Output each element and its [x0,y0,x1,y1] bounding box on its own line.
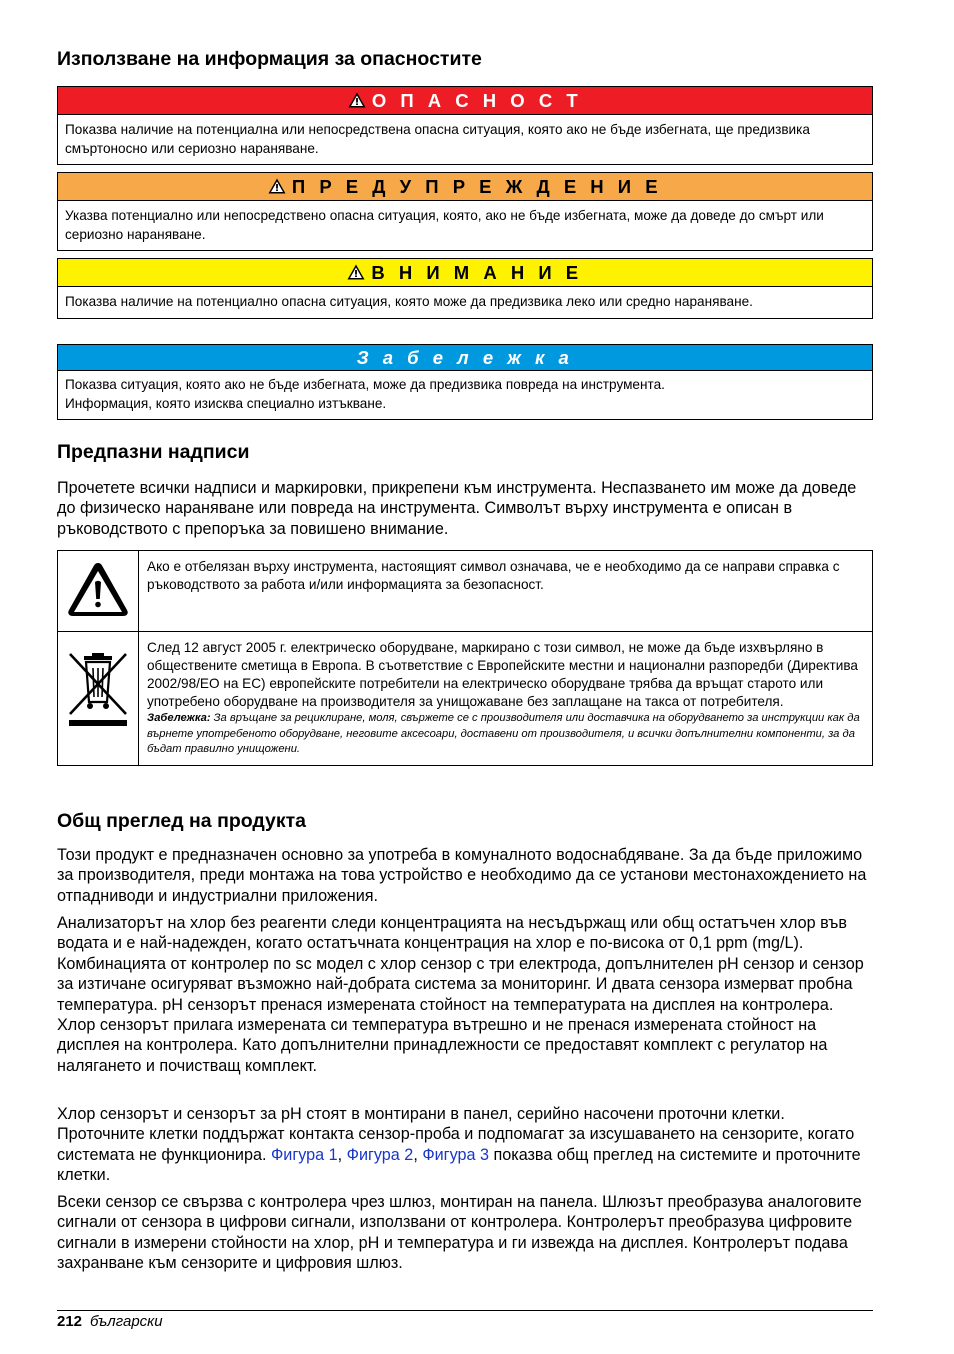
figure-1-link[interactable]: Фигура 1 [270,1145,338,1164]
table-row [58,551,873,632]
warning-box [57,172,873,251]
warning-triangle-icon [67,561,129,617]
notice-header [58,345,872,371]
danger-text: Показва наличие на потенциална или непосредствена опасна ситуация, която ако не бъде избегната, ще предизвика смъртоносно или сериозно нараняване. [65,122,810,156]
symbol-cell [58,632,139,766]
warning-triangle-icon [348,92,366,108]
weee-text: След 12 август 2005 г. електрическо оборудване, маркирано с този символ, не може да бъде изхвърляно в обществените сметища в Европа. В съответствие с Европейските местни и национални разпоредби (Директива 2002/98/ЕО на ЕС) европейските потребители на електрическо оборудване трябва да връщат старото или употребено оборудване на производителя за унищожаване без заплащане на такса от потребителя. [147,640,858,709]
footer-language: български [90,1313,163,1330]
overview-paragraph-1: Този продукт е предназначен основно за употреба в комуналното водоснабдяване. За да бъде приложимо за производителя, преди монтажа на това устройство е необходимо да се установи местонахождението на отпадниводи и индустриални приложения. [57,846,867,905]
safety-symbols-table [57,550,873,766]
notice-box [57,344,873,420]
warning-text: Указва потенциално или непосредствено опасна ситуация, която, ако не бъде избегната, може да доведе до смърт или сериозно нараняване. [65,208,824,242]
footer-divider [57,1310,873,1311]
warning-triangle-icon [347,264,365,280]
warning-header [58,173,872,201]
caution-box [57,258,873,319]
notice-label: З а б е л е ж к а [356,347,574,368]
table-row [58,632,873,766]
page-footer [57,1313,163,1330]
caution-header [58,259,872,287]
overview-p3-start: Хлор сензорът и сензорът за pH стоят в монтирани в панел, серийно насочени проточни клетки. Проточните клетки поддържат контакта сензор-проба и подпомагат за изсушаването на сензорите, когато системата не функционира. [57,1105,855,1164]
note-text: За връщане за рециклиране, моля, свържете се с производителя или доставчика на оборудването за инструкции как да върнете употребеното оборудване, неговите аксесоари, доставени от производителя, и всички допълнителни компоненти, за да бъдат правилно унищожени. [147,712,860,755]
symbol-description [139,632,873,766]
symbol-cell [58,551,139,632]
section-title-product-overview: Общ преглед на продукта [57,810,307,832]
danger-box [57,86,873,165]
section-title-hazard-info: Използване на информация за опасностите [57,48,482,70]
section-title-safety-labels: Предпазни надписи [57,441,250,463]
weee-note [147,711,864,758]
overview-p3-end: показва общ преглед на системите и проточните клетки. [57,1145,861,1185]
overview-paragraph-3 [57,1104,873,1186]
page-number: 212 [57,1313,83,1330]
symbol-description: Ако е отбелязан върху инструмента, настоящият символ означава, че е необходимо да се направи справка с ръководството за работа и/или информацията за безопасност. [139,551,873,632]
notice-text-line-1: Показва ситуация, която ако не бъде избегната, може да предизвика повреда на инструмента. [65,377,665,392]
warning-label: П Р Е Д У П Р Е Ж Д Е Н И Е [291,176,663,197]
figure-3-link[interactable]: Фигура 3 [422,1145,489,1164]
link-separator: , [413,1145,423,1164]
overview-paragraph-4: Всеки сензор се свързва с контролера чрез шлюз, монтиран на панела. Шлюзът преобразува аналоговите сигнали от сензора в цифрови сигнали, използвани от контролера. Контролерът преобразува цифровите сигнали в измерени стойности на хлор, pH и температура и ги извежда на дисплея. Контролерът подава захранване към сензорите и цифровия шлюз. [57,1193,862,1273]
link-separator: , [337,1145,347,1164]
danger-header [58,87,872,115]
figure-2-link[interactable]: Фигура 2 [346,1145,414,1164]
warning-triangle-icon [268,178,286,194]
crossed-bin-icon [66,646,130,730]
caution-label: В Н И М А Н И Е [371,262,583,283]
note-label: Забележка: [147,712,211,724]
caution-text: Показва наличие на потенциално опасна ситуация, която може да предизвика леко или средно нараняване. [65,294,753,309]
safety-labels-intro: Прочетете всички надписи и маркировки, прикрепени към инструмента. Неспазването им може да доведе до физическо нараняване или повреда на инструмента. Символът върху инструмента е описан в ръководството с препоръка за повишено внимание. [57,479,857,538]
danger-label: О П А С Н О С Т [371,90,583,111]
notice-text-line-2: Информация, която изисква специално изтъкване. [65,395,387,411]
overview-paragraph-2: Анализаторът на хлор без реагенти следи концентрацията на несъдържащ или общ остатъчен хлор във водата и е най-надежден, когато остатъчната концентрация на хлор е по-висока от 0,1 ppm (mg/L). Комбинацията от контролер по sc модел с хлор сензор с три електрода, допълнителен pH сензор и сензор за изтичане осигуряват възможно най-добрата система за мониторинг. И двата сензора измерват пробна температура. pH сензорът пренася измерената стойност на температурата на дисплея на контролера. Хлор сензорът прилага измерената си температура вътрешно и не пренася измерената стойност на дисплея на контролера. Като допълнителни принадлежности се предоставят комплект с регулатор на налягането и почистващ комплект. [57,914,864,1075]
notice-text [58,371,872,419]
